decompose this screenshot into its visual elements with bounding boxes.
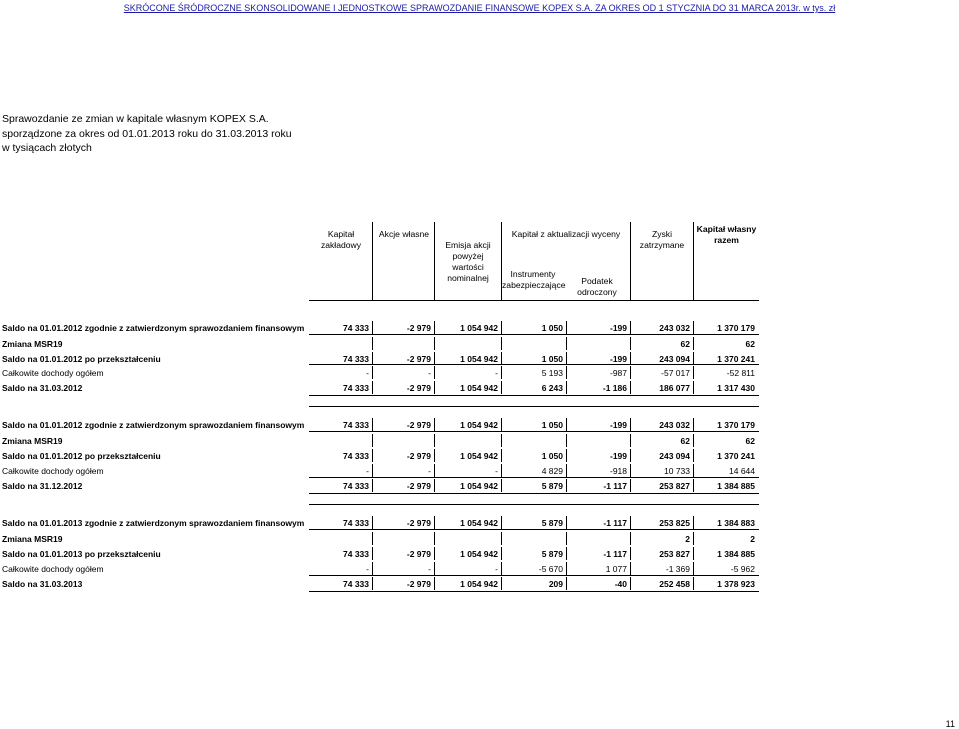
cell-instrumenty: 1 050 <box>541 420 563 430</box>
cell-emisja-akcji: 1 054 942 <box>460 579 498 589</box>
cell-border <box>693 321 694 334</box>
cell-border <box>434 479 435 492</box>
cell-border <box>501 577 502 590</box>
row-label: Saldo na 31.03.2013 <box>2 579 83 589</box>
cell-border <box>434 464 435 477</box>
cell-border <box>630 381 631 394</box>
cell-border <box>372 516 373 529</box>
cell-razem: 1 370 241 <box>717 451 755 461</box>
cell-instrumenty: 1 050 <box>541 323 563 333</box>
row-label: Saldo na 01.01.2013 po przekształceniu <box>2 549 161 559</box>
cell-border <box>693 337 694 350</box>
cell-akcje-wlasne: -2 979 <box>406 518 431 528</box>
cell-border <box>372 479 373 492</box>
cell-border <box>693 434 694 447</box>
row-rule <box>309 477 759 478</box>
cell-border <box>630 321 631 334</box>
row-label: Saldo na 01.01.2013 zgodnie z zatwierdzonym sprawozdaniem finansowym <box>2 518 305 528</box>
table-row <box>0 337 959 350</box>
cell-akcje-wlasne: -2 979 <box>406 451 431 461</box>
row-label: Saldo na 01.01.2012 zgodnie z zatwierdzonym sprawozdaniem finansowym <box>2 323 305 333</box>
cell-kapital-zakladowy: 74 333 <box>343 420 369 430</box>
cell-emisja-akcji: - <box>495 368 498 378</box>
cell-border <box>501 562 502 575</box>
header-razem: Kapitał własny razem <box>696 224 757 245</box>
cell-akcje-wlasne: - <box>428 564 431 574</box>
cell-zyski: 252 458 <box>659 579 690 589</box>
header-instrumenty: Instrumenty zabezpieczające <box>502 269 566 290</box>
cell-border <box>693 418 694 431</box>
cell-border <box>566 434 567 447</box>
cell-border <box>372 381 373 394</box>
cell-border <box>372 449 373 462</box>
cell-border <box>630 434 631 447</box>
cell-razem: -52 811 <box>726 368 755 378</box>
cell-instrumenty: 4 829 <box>541 466 563 476</box>
title-line-2: sporządzone za okres od 01.01.2013 roku do 31.03.2013 roku <box>2 127 292 140</box>
cell-border <box>566 418 567 431</box>
cell-border <box>693 577 694 590</box>
cell-border <box>372 562 373 575</box>
cell-kapital-zakladowy: 74 333 <box>343 451 369 461</box>
cell-border <box>434 449 435 462</box>
cell-zyski: -1 369 <box>665 564 690 574</box>
row-label: Saldo na 01.01.2012 zgodnie z zatwierdzonym sprawozdaniem finansowym <box>2 420 305 430</box>
row-label: Całkowite dochody ogółem <box>2 564 104 574</box>
header-kapital-aktualizacji: Kapitał z aktualizacji wyceny <box>511 229 621 239</box>
cell-razem: 1 370 179 <box>717 420 755 430</box>
cell-border <box>434 381 435 394</box>
cell-border <box>693 366 694 379</box>
cell-emisja-akcji: 1 054 942 <box>460 354 498 364</box>
cell-border <box>501 516 502 529</box>
cell-akcje-wlasne: -2 979 <box>406 323 431 333</box>
cell-instrumenty: 5 879 <box>541 549 563 559</box>
header-bottom-rule <box>309 300 759 301</box>
cell-emisja-akcji: 1 054 942 <box>460 383 498 393</box>
cell-border <box>501 532 502 545</box>
cell-podatek: -199 <box>609 420 627 430</box>
row-label: Saldo na 31.03.2012 <box>2 383 83 393</box>
header-podatek: Podatek odroczony <box>577 276 617 297</box>
cell-akcje-wlasne: -2 979 <box>406 383 431 393</box>
cell-instrumenty: 5 879 <box>541 481 563 491</box>
cell-border <box>434 516 435 529</box>
cell-border <box>501 381 502 394</box>
cell-border <box>434 366 435 379</box>
section-top-rule <box>309 406 759 407</box>
statement-title <box>2 112 292 156</box>
cell-podatek: -1 186 <box>602 383 627 393</box>
cell-border <box>566 337 567 350</box>
header-border <box>693 222 694 300</box>
cell-border <box>501 479 502 492</box>
section-top-rule <box>309 504 759 505</box>
cell-instrumenty: -5 670 <box>538 564 563 574</box>
cell-border <box>630 449 631 462</box>
cell-podatek: -918 <box>609 466 627 476</box>
cell-instrumenty: 5 879 <box>541 518 563 528</box>
table-row <box>0 418 959 431</box>
header-border <box>501 222 502 300</box>
cell-border <box>566 516 567 529</box>
running-header: SKRÓCONE ŚRÓDROCZNE SKONSOLIDOWANE I JEDNOSTKOWE SPRAWOZDANIE FINANSOWE KOPEX S.A. ZA OKRES OD 1 STYCZNIA DO 31 MARCA 2013r. w tys. zł <box>123 3 836 13</box>
table-row <box>0 464 959 477</box>
row-rule <box>309 591 759 592</box>
cell-border <box>566 449 567 462</box>
cell-kapital-zakladowy: - <box>366 368 369 378</box>
cell-emisja-akcji: 1 054 942 <box>460 518 498 528</box>
row-label: Saldo na 31.12.2012 <box>2 481 83 491</box>
table-row <box>0 366 959 379</box>
header-border <box>434 222 435 300</box>
row-rule <box>309 431 759 432</box>
cell-razem: 2 <box>750 534 755 544</box>
cell-podatek: 1 077 <box>605 564 627 574</box>
cell-border <box>372 321 373 334</box>
cell-akcje-wlasne: -2 979 <box>406 549 431 559</box>
cell-kapital-zakladowy: 74 333 <box>343 481 369 491</box>
cell-kapital-zakladowy: 74 333 <box>343 323 369 333</box>
header-emisja-akcji: Emisja akcji powyżej wartości nominalnej <box>445 240 491 283</box>
header-kapital-zakladowy: Kapitał zakładowy <box>320 229 362 250</box>
cell-border <box>501 321 502 334</box>
row-label: Saldo na 01.01.2012 po przekształceniu <box>2 354 161 364</box>
row-label: Zmiana MSR19 <box>2 534 63 544</box>
table-row <box>0 532 959 545</box>
cell-border <box>372 418 373 431</box>
row-rule <box>309 334 759 335</box>
cell-zyski: 243 094 <box>659 451 690 461</box>
cell-border <box>693 381 694 394</box>
cell-zyski: 2 <box>685 534 690 544</box>
table-row <box>0 381 959 394</box>
row-rule <box>309 529 759 530</box>
cell-podatek: -1 117 <box>603 549 627 559</box>
cell-podatek: -199 <box>609 354 627 364</box>
cell-razem: 1 317 430 <box>717 383 755 393</box>
cell-instrumenty: 209 <box>548 579 563 589</box>
row-rule <box>309 364 759 365</box>
table-row <box>0 516 959 529</box>
table-row <box>0 562 959 575</box>
cell-emisja-akcji: 1 054 942 <box>460 451 498 461</box>
cell-emisja-akcji: 1 054 942 <box>460 481 498 491</box>
cell-border <box>501 337 502 350</box>
cell-border <box>501 547 502 560</box>
cell-border <box>434 532 435 545</box>
cell-border <box>501 418 502 431</box>
cell-kapital-zakladowy: - <box>366 466 369 476</box>
cell-zyski: 253 827 <box>659 549 690 559</box>
cell-emisja-akcji: 1 054 942 <box>460 323 498 333</box>
cell-border <box>501 464 502 477</box>
cell-border <box>693 449 694 462</box>
cell-zyski: 62 <box>680 339 690 349</box>
row-label: Saldo na 01.01.2012 po przekształceniu <box>2 451 161 461</box>
cell-border <box>566 547 567 560</box>
cell-border <box>434 321 435 334</box>
cell-border <box>630 479 631 492</box>
cell-border <box>566 562 567 575</box>
cell-border <box>693 479 694 492</box>
cell-instrumenty: 6 243 <box>541 383 563 393</box>
cell-border <box>372 532 373 545</box>
cell-instrumenty: 1 050 <box>541 354 563 364</box>
cell-kapital-zakladowy: 74 333 <box>343 354 369 364</box>
cell-border <box>566 532 567 545</box>
cell-kapital-zakladowy: 74 333 <box>343 518 369 528</box>
cell-border <box>372 547 373 560</box>
cell-border <box>630 418 631 431</box>
cell-border <box>630 577 631 590</box>
row-label: Zmiana MSR19 <box>2 339 63 349</box>
cell-border <box>693 562 694 575</box>
cell-border <box>566 321 567 334</box>
cell-razem: 1 370 241 <box>717 354 755 364</box>
cell-zyski: -57 017 <box>661 368 690 378</box>
cell-border <box>630 366 631 379</box>
cell-razem: 62 <box>745 436 755 446</box>
table-row <box>0 321 959 334</box>
cell-razem: 1 384 885 <box>717 481 755 491</box>
cell-emisja-akcji: 1 054 942 <box>460 420 498 430</box>
cell-razem: 1 378 923 <box>717 579 755 589</box>
header-akcje-wlasne: Akcje własne <box>378 229 430 239</box>
cell-border <box>630 516 631 529</box>
row-label: Całkowite dochody ogółem <box>2 466 104 476</box>
cell-akcje-wlasne: - <box>428 368 431 378</box>
cell-border <box>434 562 435 575</box>
cell-border <box>372 366 373 379</box>
cell-kapital-zakladowy: - <box>366 564 369 574</box>
cell-podatek: -40 <box>614 579 627 589</box>
cell-zyski: 243 032 <box>659 323 690 333</box>
cell-razem: 1 370 179 <box>717 323 755 333</box>
cell-border <box>566 577 567 590</box>
cell-border <box>566 381 567 394</box>
cell-podatek: -1 117 <box>603 481 627 491</box>
cell-border <box>372 464 373 477</box>
cell-border <box>630 562 631 575</box>
cell-podatek: -199 <box>609 323 627 333</box>
cell-border <box>501 449 502 462</box>
cell-podatek: -987 <box>609 368 627 378</box>
row-rule <box>309 395 759 396</box>
title-line-3: w tysiącach złotych <box>2 142 92 154</box>
cell-border <box>566 366 567 379</box>
cell-akcje-wlasne: -2 979 <box>406 354 431 364</box>
cell-zyski: 243 094 <box>659 354 690 364</box>
cell-zyski: 253 827 <box>659 481 690 491</box>
cell-border <box>630 547 631 560</box>
table-row <box>0 577 959 590</box>
header-zyski: Zyski zatrzymane <box>639 229 685 250</box>
cell-zyski: 243 032 <box>659 420 690 430</box>
cell-border <box>434 418 435 431</box>
cell-border <box>434 577 435 590</box>
row-label: Zmiana MSR19 <box>2 436 63 446</box>
cell-zyski: 253 825 <box>659 518 690 528</box>
page-number: 11 <box>945 719 955 729</box>
table-row <box>0 479 959 492</box>
cell-razem: -5 962 <box>730 564 755 574</box>
cell-border <box>434 434 435 447</box>
title-line-1: Sprawozdanie ze zmian w kapitale własnym KOPEX S.A. <box>2 113 269 125</box>
table-row <box>0 547 959 560</box>
cell-razem: 1 384 883 <box>717 518 755 528</box>
cell-border <box>566 464 567 477</box>
cell-emisja-akcji: 1 054 942 <box>460 549 498 559</box>
header-border <box>630 222 631 300</box>
table-row <box>0 434 959 447</box>
cell-zyski: 186 077 <box>659 383 690 393</box>
cell-razem: 14 644 <box>729 466 755 476</box>
cell-podatek: -1 117 <box>603 518 627 528</box>
cell-akcje-wlasne: -2 979 <box>406 481 431 491</box>
cell-instrumenty: 5 193 <box>541 368 563 378</box>
cell-razem: 1 384 885 <box>717 549 755 559</box>
cell-akcje-wlasne: -2 979 <box>406 579 431 589</box>
cell-border <box>434 337 435 350</box>
cell-akcje-wlasne: - <box>428 466 431 476</box>
cell-akcje-wlasne: -2 979 <box>406 420 431 430</box>
cell-border <box>434 547 435 560</box>
cell-border <box>501 366 502 379</box>
cell-zyski: 62 <box>680 436 690 446</box>
cell-kapital-zakladowy: 74 333 <box>343 549 369 559</box>
cell-border <box>693 464 694 477</box>
cell-zyski: 10 733 <box>664 466 690 476</box>
cell-border <box>372 577 373 590</box>
cell-kapital-zakladowy: 74 333 <box>343 579 369 589</box>
cell-border <box>693 547 694 560</box>
cell-razem: 62 <box>745 339 755 349</box>
cell-border <box>372 337 373 350</box>
row-rule <box>309 493 759 494</box>
cell-podatek: -199 <box>609 451 627 461</box>
cell-emisja-akcji: - <box>495 466 498 476</box>
cell-border <box>372 434 373 447</box>
cell-instrumenty: 1 050 <box>541 451 563 461</box>
cell-border <box>693 532 694 545</box>
cell-border <box>630 532 631 545</box>
table-row <box>0 449 959 462</box>
cell-border <box>501 434 502 447</box>
cell-kapital-zakladowy: 74 333 <box>343 383 369 393</box>
cell-emisja-akcji: - <box>495 564 498 574</box>
cell-border <box>630 337 631 350</box>
row-rule <box>309 575 759 576</box>
header-border <box>372 222 373 300</box>
cell-border <box>566 479 567 492</box>
row-label: Całkowite dochody ogółem <box>2 368 104 378</box>
cell-border <box>630 464 631 477</box>
cell-border <box>693 516 694 529</box>
